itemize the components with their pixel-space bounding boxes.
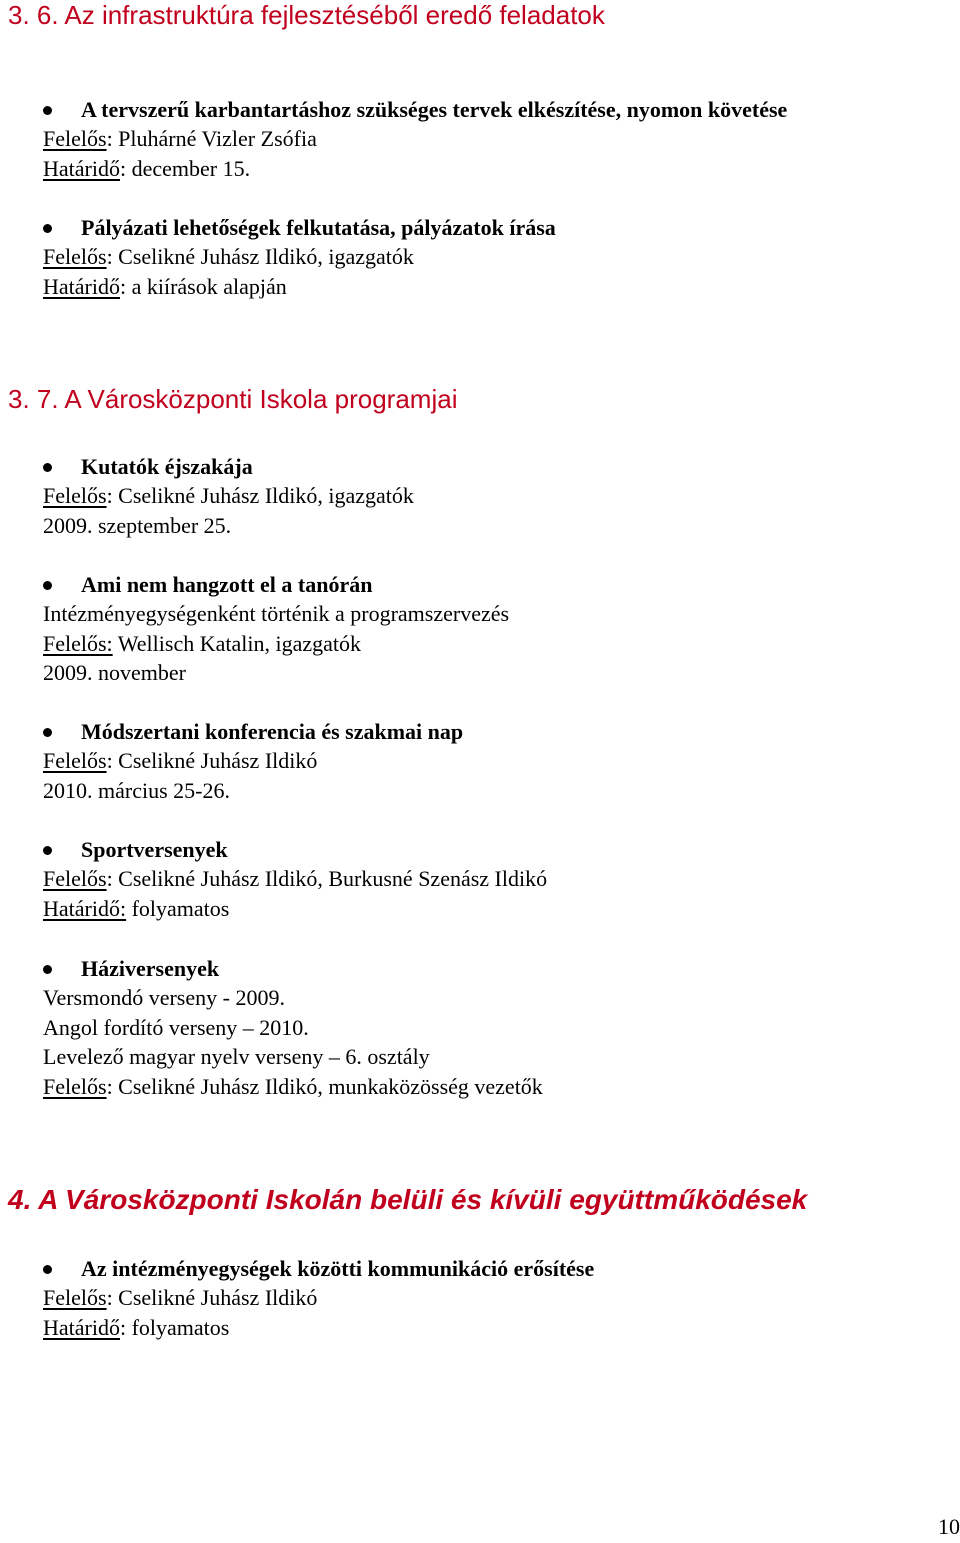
deadline-line: Határidő: a kiírások alapján: [43, 273, 287, 299]
item-title: Háziversenyek: [43, 954, 943, 983]
responsible-line: Felelős: Cselikné Juhász Ildikó, igazgatók: [43, 483, 414, 509]
page-number: 10: [938, 1514, 960, 1539]
bullet-icon: [43, 1265, 52, 1274]
responsible-line: Felelős: Cselikné Juhász Ildikó, igazgatók: [43, 244, 414, 270]
date-line: 2009. november: [43, 660, 186, 686]
competition-line: Versmondó verseny - 2009.: [43, 985, 285, 1011]
section-heading-4: 4. A Városközponti Iskolán belüli és kívüli együttműködések: [8, 1184, 808, 1215]
list-item: [43, 717, 943, 805]
responsible-line: Felelős: Cselikné Juhász Ildikó, Burkusné Szenász Ildikó: [43, 866, 548, 892]
bullet-icon: [43, 224, 52, 233]
bullet-icon: [43, 463, 52, 472]
responsible-line: Felelős: Wellisch Katalin, igazgatók: [43, 630, 361, 656]
responsible-line: Felelős: Cselikné Juhász Ildikó: [43, 1285, 318, 1311]
item-title: Ami nem hangzott el a tanórán: [43, 570, 943, 599]
item-title: Módszertani konferencia és szakmai nap: [43, 717, 943, 746]
section-heading-3-7: 3. 7. A Városközponti Iskola programjai: [8, 384, 458, 414]
description-line: Intézményegységenként történik a programszervezés: [43, 601, 510, 627]
list-item: [43, 954, 943, 1101]
item-title: A tervszerű karbantartáshoz szükséges tervek elkészítése, nyomon követése: [43, 95, 943, 124]
bullet-icon: [43, 965, 52, 974]
list-item: [43, 1254, 943, 1342]
date-line: 2009. szeptember 25.: [43, 512, 232, 538]
bullet-icon: [43, 846, 52, 855]
responsible-line: Felelős: Pluhárné Vizler Zsófia: [43, 126, 317, 152]
list-item: [43, 452, 943, 540]
deadline-line: Határidő: folyamatos: [43, 895, 230, 921]
item-title: Sportversenyek: [43, 835, 943, 864]
item-title: Pályázati lehetőségek felkutatása, pályázatok írása: [43, 213, 943, 242]
section-heading-3-6: 3. 6. Az infrastruktúra fejlesztéséből eredő feladatok: [8, 0, 605, 30]
deadline-line: Határidő: december 15.: [43, 155, 251, 181]
item-title: Az intézményegységek közötti kommunikáció erősítése: [43, 1254, 943, 1283]
list-item: [43, 570, 943, 688]
list-item: [43, 95, 943, 183]
responsible-line: Felelős: Cselikné Juhász Ildikó: [43, 748, 318, 774]
deadline-line: Határidő: folyamatos: [43, 1314, 230, 1340]
bullet-icon: [43, 106, 52, 115]
competition-line: Levelező magyar nyelv verseny – 6. osztály: [43, 1044, 430, 1070]
bullet-icon: [43, 581, 52, 590]
item-title: Kutatók éjszakája: [43, 452, 943, 481]
list-item: [43, 213, 943, 301]
responsible-line: Felelős: Cselikné Juhász Ildikó, munkaközösség vezetők: [43, 1073, 543, 1099]
date-line: 2010. március 25-26.: [43, 777, 230, 803]
list-item: [43, 835, 943, 923]
bullet-icon: [43, 728, 52, 737]
competition-line: Angol fordító verseny – 2010.: [43, 1014, 309, 1040]
